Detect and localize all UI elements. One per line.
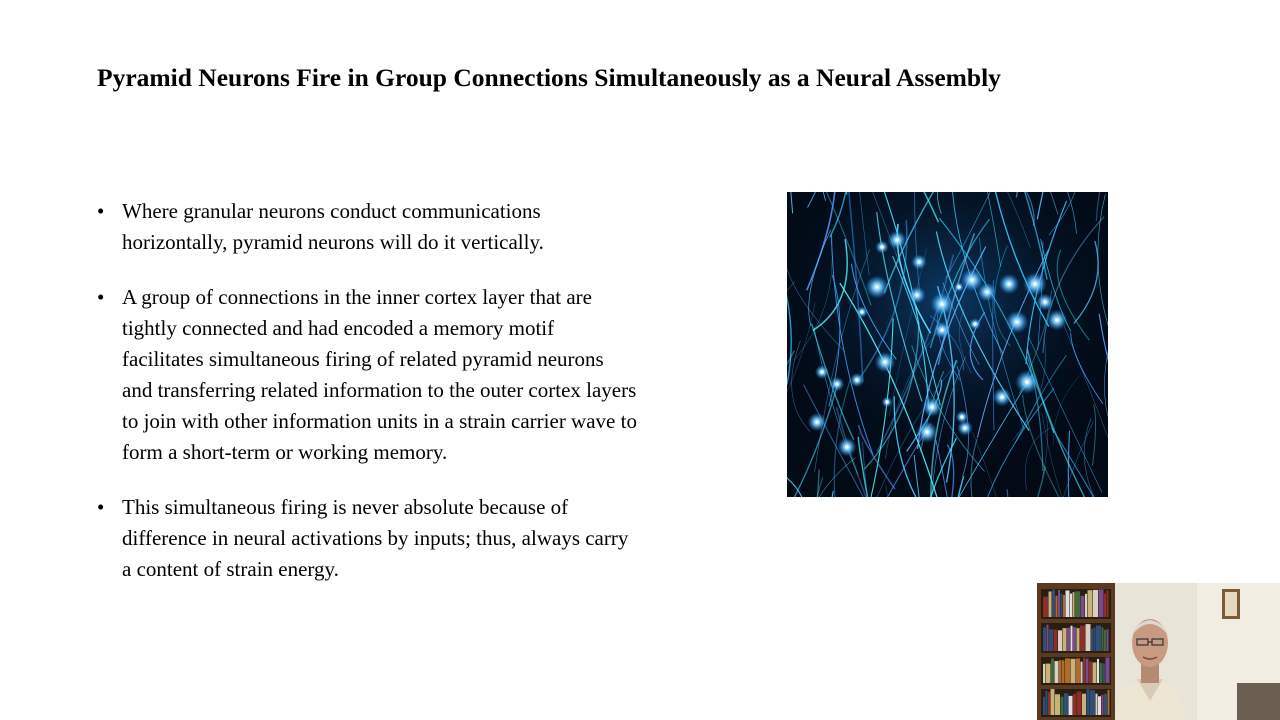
neuron-network-image bbox=[787, 192, 1108, 497]
bullet-item bbox=[97, 492, 637, 585]
slide-title: Pyramid Neurons Fire in Group Connections Simultaneously as a Neural Assembly bbox=[97, 63, 1001, 92]
bullet-dot: • bbox=[97, 199, 105, 223]
bullet-item bbox=[97, 282, 637, 468]
bullet-text: A group of connections in the inner cortex layer that are tightly connected and had encoded a memory motif facilitates simultaneous firing of related pyramid neurons and transferring related information to the outer cortex layers to join with other information units in a strain carrier wave to form a short-term or working memory. bbox=[122, 285, 637, 464]
bullet-item bbox=[97, 196, 637, 258]
bullet-list bbox=[97, 196, 637, 609]
bullet-text: Where granular neurons conduct communications horizontally, pyramid neurons will do it vertically. bbox=[122, 199, 544, 254]
bullet-text: This simultaneous firing is never absolute because of difference in neural activations by inputs; thus, always carry a content of strain energy. bbox=[122, 495, 629, 581]
bullet-dot: • bbox=[97, 285, 105, 309]
presenter-webcam-feed bbox=[1037, 583, 1280, 720]
bullet-dot: • bbox=[97, 495, 105, 519]
